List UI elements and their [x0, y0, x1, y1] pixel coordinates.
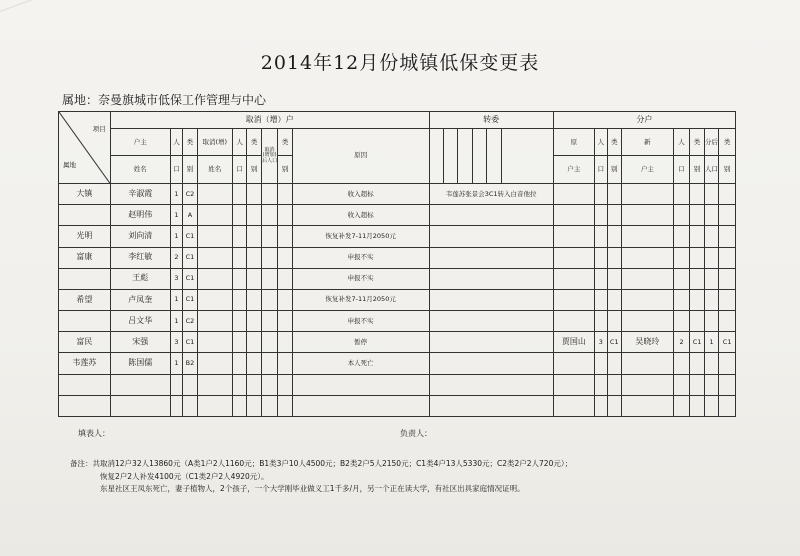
transfer-cell [429, 332, 553, 353]
cancel-persons-cell [232, 353, 246, 374]
new-persons-cell [673, 205, 690, 226]
transfer-cell [429, 205, 553, 226]
name-cell: 赵明伟 [110, 205, 170, 226]
orig-type-cell [607, 226, 621, 247]
after-persons-cell [261, 332, 278, 353]
after-type-cell [278, 353, 292, 374]
name-cell: 吕文华 [110, 311, 170, 332]
new-name-cell [622, 184, 674, 205]
new-persons-cell [673, 268, 690, 289]
orig-type-cell [607, 311, 621, 332]
after-persons-cell [261, 184, 278, 205]
new-type-cell: C1 [690, 332, 704, 353]
orig-persons-cell [595, 289, 607, 310]
after-persons-cell [261, 226, 278, 247]
table-body [59, 184, 736, 417]
col-new2-header: 户主 [622, 156, 674, 184]
orig-persons-cell [595, 268, 607, 289]
orig-name-cell [553, 311, 594, 332]
after-type-cell [278, 395, 292, 416]
area-cell: 富民 [59, 332, 111, 353]
cancel-type-cell [247, 311, 261, 332]
orig-name-cell [553, 395, 594, 416]
orig-persons-cell [595, 374, 607, 395]
name-cell: 卢凤奎 [110, 289, 170, 310]
orig-name-cell [553, 289, 594, 310]
col-orig2-header: 户主 [553, 156, 594, 184]
orig-type-cell [607, 395, 621, 416]
cancel-persons-cell [232, 332, 246, 353]
area-cell [59, 268, 111, 289]
type-cell: B2 [183, 353, 197, 374]
col-new-bie-header: 别 [690, 156, 704, 184]
col-orig-header: 原 [553, 128, 594, 156]
new-persons-cell: 2 [673, 332, 690, 353]
new-persons-cell [673, 395, 690, 416]
type-cell [183, 374, 197, 395]
orig-type-cell [607, 353, 621, 374]
area-cell: 韦莲苏 [59, 353, 111, 374]
table-row [59, 289, 736, 310]
after-persons-cell [261, 247, 278, 268]
table-row [59, 353, 736, 374]
col-orig-type-header: 类 [607, 128, 621, 156]
name-cell: 宋强 [110, 332, 170, 353]
split-after-cell [704, 353, 718, 374]
after-type-cell [278, 205, 292, 226]
cancel-name-cell [197, 353, 232, 374]
orig-name-cell [553, 374, 594, 395]
persons-cell: 1 [170, 289, 182, 310]
reason-cell: 恢复补发7-11月2050元 [292, 289, 429, 310]
cancel-persons-cell [232, 374, 246, 395]
name-cell [110, 374, 170, 395]
new-name-cell [622, 247, 674, 268]
new-type-cell [690, 247, 704, 268]
col-new-kou-header: 口 [673, 156, 690, 184]
type-cell: C1 [183, 226, 197, 247]
type-cell: A [183, 205, 197, 226]
notes-block [70, 458, 572, 496]
transfer-blank-4 [472, 128, 486, 183]
after-type-cell [278, 374, 292, 395]
paper-fold-mark [0, 0, 60, 52]
change-table [58, 111, 736, 417]
area-cell: 富康 [59, 247, 111, 268]
col-cancel-header: 取消(增) [197, 128, 232, 156]
manager-label: 负责人： [400, 429, 432, 438]
name-cell [110, 395, 170, 416]
cancel-name-cell [197, 332, 232, 353]
split-after-cell [704, 247, 718, 268]
new-type-cell [690, 205, 704, 226]
transfer-blank-3 [458, 128, 472, 183]
cancel-name-cell [197, 226, 232, 247]
new-name-cell [622, 268, 674, 289]
after-type-cell [278, 184, 292, 205]
cancel-persons-cell [232, 226, 246, 247]
orig-name-cell [553, 247, 594, 268]
affiliation-line: 属地：奈曼旗城市低保工作管理与中心 [62, 93, 267, 107]
table-row [59, 205, 736, 226]
new-persons-cell [673, 374, 690, 395]
after-persons-cell [261, 374, 278, 395]
persons-cell: 1 [170, 353, 182, 374]
cancel-name-cell [197, 395, 232, 416]
col-kou-header: 口 [170, 156, 182, 184]
type-cell: C2 [183, 311, 197, 332]
new-name-cell [622, 395, 674, 416]
new-type-cell [690, 289, 704, 310]
col-cancel-bie-header: 别 [247, 156, 261, 184]
orig-name-cell: 贾国山 [553, 332, 594, 353]
cancel-name-cell [197, 247, 232, 268]
orig-persons-cell [595, 247, 607, 268]
cancel-type-cell [247, 332, 261, 353]
split-after-cell [704, 311, 718, 332]
area-cell [59, 311, 111, 332]
after-type-cell [278, 247, 292, 268]
cancel-persons-cell [232, 289, 246, 310]
col-split-bie-header: 别 [719, 156, 736, 184]
new-name-cell [622, 353, 674, 374]
reason-cell: 申报不实 [292, 311, 429, 332]
cancel-type-cell [247, 353, 261, 374]
table-row [59, 395, 736, 416]
after-persons-cell [261, 353, 278, 374]
area-cell: 大镇 [59, 184, 111, 205]
area-cell [59, 374, 111, 395]
transfer-blank-5 [487, 128, 501, 183]
col-name-header: 姓名 [110, 156, 170, 184]
group-split-header: 分户 [553, 112, 735, 129]
after-persons-cell [261, 395, 278, 416]
col-new-header: 新 [622, 128, 674, 156]
split-after-cell [704, 374, 718, 395]
transfer-cell [429, 289, 553, 310]
type-cell: C1 [183, 268, 197, 289]
name-cell: 刘向清 [110, 226, 170, 247]
col-orig-kou-header: 口 [595, 156, 607, 184]
split-after-cell [704, 226, 718, 247]
note-line-2: 恢复2户2人补发4100元（C1类2户2人4920元）。 [100, 471, 269, 481]
corner-header-cell [59, 112, 111, 184]
after-persons-cell [261, 311, 278, 332]
orig-type-cell: C1 [607, 332, 621, 353]
col-cancel-kou-header: 口 [232, 156, 246, 184]
new-persons-cell [673, 289, 690, 310]
orig-persons-cell [595, 353, 607, 374]
transfer-blank-1 [429, 128, 443, 183]
reason-cell: 收入超标 [292, 205, 429, 226]
col-cancel-type-header: 类 [247, 128, 261, 156]
orig-name-cell [553, 205, 594, 226]
orig-persons-cell [595, 395, 607, 416]
col-head-header: 户主 [110, 128, 170, 156]
cancel-persons-cell [232, 184, 246, 205]
orig-type-cell [607, 374, 621, 395]
persons-cell: 3 [170, 268, 182, 289]
new-persons-cell [673, 247, 690, 268]
split-type-cell [719, 395, 736, 416]
cancel-type-cell [247, 395, 261, 416]
after-type-cell [278, 226, 292, 247]
orig-type-cell [607, 289, 621, 310]
persons-cell [170, 395, 182, 416]
new-type-cell [690, 268, 704, 289]
orig-persons-cell [595, 184, 607, 205]
col-new-persons-header: 人 [673, 128, 690, 156]
cancel-name-cell [197, 289, 232, 310]
col-split-after-header: 分后 [704, 128, 718, 156]
split-type-cell [719, 374, 736, 395]
split-after-cell [704, 184, 718, 205]
group-cancel-header: 取消（增）户 [110, 112, 429, 129]
area-cell [59, 395, 111, 416]
reason-cell: 恢复补发7-11月2050元 [292, 226, 429, 247]
transfer-cell [429, 395, 553, 416]
type-cell: C1 [183, 289, 197, 310]
new-type-cell [690, 395, 704, 416]
cancel-type-cell [247, 289, 261, 310]
orig-type-cell [607, 205, 621, 226]
persons-cell: 1 [170, 226, 182, 247]
transfer-cell [429, 247, 553, 268]
col-after-bie-header: 别 [278, 156, 292, 184]
transfer-blank-2 [444, 128, 458, 183]
table-row [59, 374, 736, 395]
col-orig-bie-header: 别 [607, 156, 621, 184]
cancel-type-cell [247, 205, 261, 226]
transfer-cell: 韦莲苏张景会3C1转入白音他拉 [429, 184, 553, 205]
orig-type-cell [607, 247, 621, 268]
cancel-type-cell [247, 226, 261, 247]
reason-cell: 暂停 [292, 332, 429, 353]
new-name-cell: 吴晓玲 [622, 332, 674, 353]
corner-top-label: 项目 [92, 125, 106, 133]
split-type-cell [719, 247, 736, 268]
after-type-cell [278, 332, 292, 353]
note-line-3: 东星社区王凤东死亡，妻子植物人，2个孩子，一个大学刚毕业做义工1千多/月，另一个正在读大学，有社区出具家庭情况证明。 [100, 484, 525, 493]
after-persons-cell [261, 289, 278, 310]
reason-cell: 申报不实 [292, 268, 429, 289]
orig-name-cell [553, 184, 594, 205]
area-cell [59, 205, 111, 226]
cancel-type-cell [247, 268, 261, 289]
cancel-name-cell [197, 311, 232, 332]
cancel-type-cell [247, 374, 261, 395]
cancel-type-cell [247, 247, 261, 268]
name-cell: 李红敏 [110, 247, 170, 268]
name-cell: 辛淑霞 [110, 184, 170, 205]
transfer-cell [429, 374, 553, 395]
header-row-2 [59, 128, 736, 156]
new-persons-cell [673, 226, 690, 247]
persons-cell: 2 [170, 247, 182, 268]
new-type-cell [690, 374, 704, 395]
transfer-blank-6 [501, 128, 553, 183]
new-type-cell [690, 353, 704, 374]
table-row [59, 268, 736, 289]
split-after-cell [704, 205, 718, 226]
cancel-name-cell [197, 205, 232, 226]
orig-name-cell [553, 268, 594, 289]
persons-cell: 1 [170, 205, 182, 226]
col-type-header: 类 [183, 128, 197, 156]
reason-cell [292, 395, 429, 416]
new-name-cell [622, 289, 674, 310]
split-type-cell [719, 226, 736, 247]
cancel-name-cell [197, 184, 232, 205]
split-after-cell: 1 [704, 332, 718, 353]
orig-persons-cell: 3 [595, 332, 607, 353]
after-type-cell [278, 289, 292, 310]
new-name-cell [622, 226, 674, 247]
type-cell [183, 395, 197, 416]
area-cell: 光明 [59, 226, 111, 247]
new-persons-cell [673, 184, 690, 205]
new-persons-cell [673, 311, 690, 332]
col-persons-header: 人 [170, 128, 182, 156]
cancel-persons-cell [232, 311, 246, 332]
table-row [59, 247, 736, 268]
col-cancel-name-header: 姓名 [197, 156, 232, 184]
orig-type-cell [607, 184, 621, 205]
note-line-1: 备注：共取消12户32人13860元（A类1户2人1160元；B1类3户10人4500元；B2类2户5人2150元；C1类4户13人5330元；C2类2户2人720元）； [70, 459, 573, 468]
persons-cell: 1 [170, 311, 182, 332]
reason-cell: 申报不实 [292, 247, 429, 268]
transfer-cell [429, 311, 553, 332]
split-type-cell [719, 353, 736, 374]
after-type-cell [278, 311, 292, 332]
split-type-cell: C1 [719, 332, 736, 353]
cancel-persons-cell [232, 247, 246, 268]
cancel-name-cell [197, 268, 232, 289]
table-row [59, 184, 736, 205]
new-type-cell [690, 311, 704, 332]
reason-cell: 本人死亡 [292, 353, 429, 374]
orig-name-cell [553, 226, 594, 247]
persons-cell: 1 [170, 184, 182, 205]
after-type-cell [278, 268, 292, 289]
orig-persons-cell [595, 205, 607, 226]
new-name-cell [622, 205, 674, 226]
split-type-cell [719, 184, 736, 205]
name-cell: 王彪 [110, 268, 170, 289]
filler-label: 填表人： [78, 429, 110, 438]
area-cell: 希望 [59, 289, 111, 310]
reason-cell [292, 374, 429, 395]
cancel-persons-cell [232, 395, 246, 416]
name-cell: 陈国儒 [110, 353, 170, 374]
cancel-persons-cell [232, 205, 246, 226]
col-cancel-persons-header: 人 [232, 128, 246, 156]
type-cell: C1 [183, 247, 197, 268]
orig-persons-cell [595, 311, 607, 332]
col-after-type-header: 类 [278, 128, 292, 156]
after-persons-cell [261, 268, 278, 289]
new-type-cell [690, 226, 704, 247]
type-cell: C2 [183, 184, 197, 205]
corner-diagonal-line [59, 112, 110, 183]
col-split-after2-header: 人口 [704, 156, 718, 184]
corner-bottom-label: 属地 [63, 160, 76, 169]
cancel-name-cell [197, 374, 232, 395]
split-after-cell [704, 289, 718, 310]
split-type-cell [719, 311, 736, 332]
col-new-type-header: 类 [690, 128, 704, 156]
split-type-cell [719, 289, 736, 310]
document-title: 2014年12月份城镇低保变更表 [260, 52, 540, 74]
group-transfer-header: 转委 [429, 112, 553, 129]
transfer-cell [429, 268, 553, 289]
col-reason-header: 原因 [292, 128, 429, 183]
new-name-cell [622, 311, 674, 332]
new-persons-cell [673, 353, 690, 374]
split-type-cell [719, 268, 736, 289]
orig-type-cell [607, 268, 621, 289]
orig-persons-cell [595, 226, 607, 247]
new-name-cell [622, 374, 674, 395]
persons-cell [170, 374, 182, 395]
col-split-type-header: 类 [719, 128, 736, 156]
col-after-header: 取消(增加)后人口 [261, 128, 278, 183]
orig-name-cell [553, 353, 594, 374]
reason-cell: 收入超标 [292, 184, 429, 205]
split-type-cell [719, 205, 736, 226]
header-row-1 [59, 112, 736, 129]
transfer-cell [429, 353, 553, 374]
col-bie-header: 别 [183, 156, 197, 184]
persons-cell: 3 [170, 332, 182, 353]
split-after-cell [704, 395, 718, 416]
split-after-cell [704, 268, 718, 289]
cancel-persons-cell [232, 268, 246, 289]
type-cell: C1 [183, 332, 197, 353]
new-type-cell [690, 184, 704, 205]
table-row [59, 226, 736, 247]
col-orig-persons-header: 人 [595, 128, 607, 156]
cancel-type-cell [247, 184, 261, 205]
after-persons-cell [261, 205, 278, 226]
table-row [59, 332, 736, 353]
transfer-cell [429, 226, 553, 247]
table-row [59, 311, 736, 332]
